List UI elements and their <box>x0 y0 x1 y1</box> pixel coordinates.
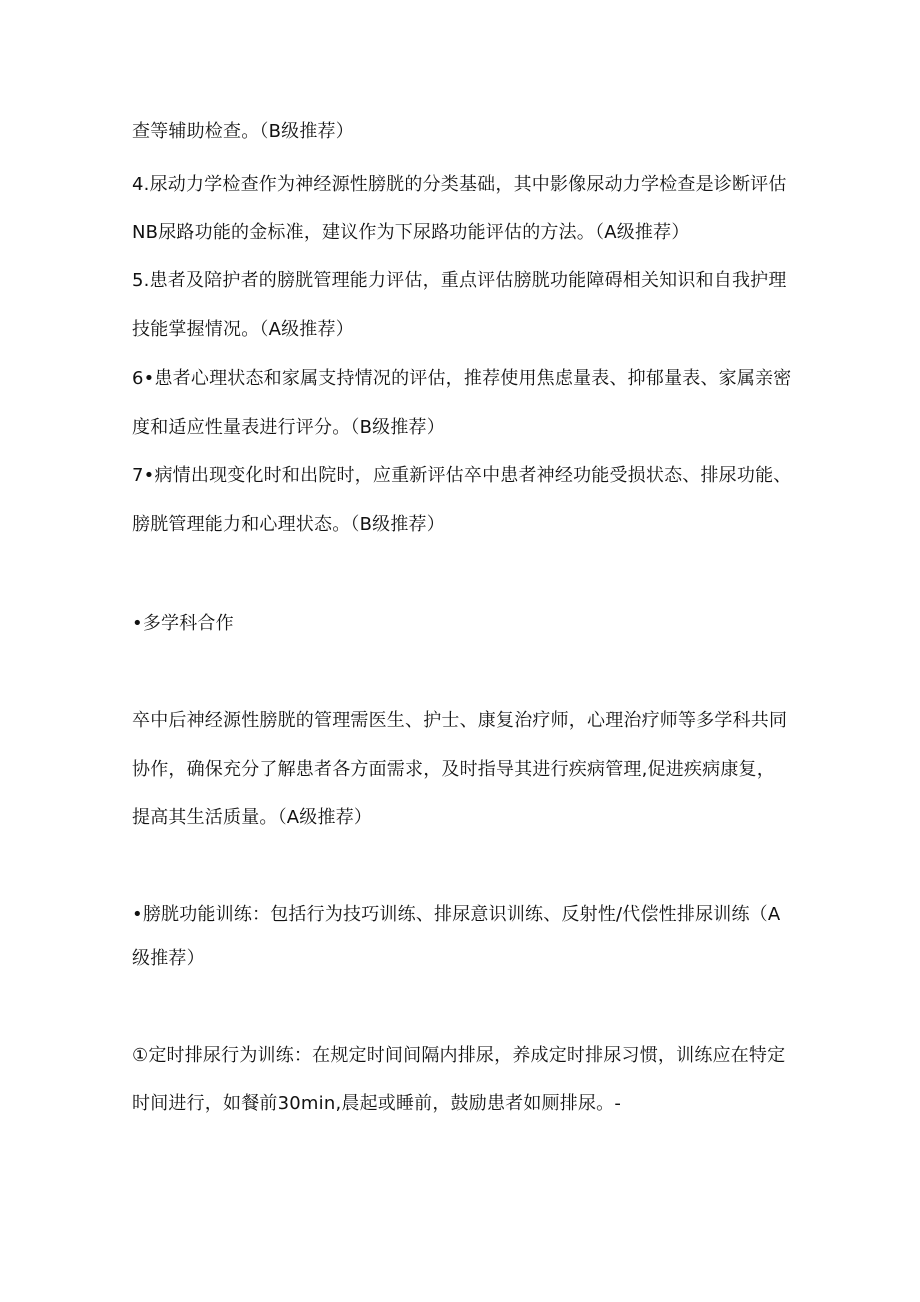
text-line: 查等辅助检查。（B级推荐） <box>132 121 354 142</box>
text-line: •膀胱功能训练：包括行为技巧训练、排尿意识训练、反射性/代偿性排尿训练（A <box>132 904 781 925</box>
text-line: 5.患者及陪护者的膀胱管理能力评估，重点评估膀胱功能障碍相关知识和自我护理 <box>132 270 787 291</box>
section-heading: •多学科合作 <box>132 613 234 634</box>
text-line: 4.尿动力学检查作为神经源性膀胱的分类基础，其中影像尿动力学检查是诊断评估 <box>132 174 787 195</box>
text-line: 协作，确保充分了解患者各方面需求，及时指导其进行疾病管理,促进疾病康复， <box>132 759 775 780</box>
text-line: NB尿路功能的金标准，建议作为下尿路功能评估的方法。（A级推荐） <box>132 222 690 243</box>
text-line: 卒中后神经源性膀胱的管理需医生、护士、康复治疗师，心理治疗师等多学科共同 <box>132 710 788 731</box>
text-line: 时间进行，如餐前30min,晨起或睡前，鼓励患者如厕排尿。- <box>132 1093 622 1114</box>
text-line: ①定时排尿行为训练：在规定时间间隔内排尿，养成定时排尿习惯，训练应在特定 <box>132 1045 786 1066</box>
text-line: 级推荐） <box>132 948 205 969</box>
text-line: 技能掌握情况。（A级推荐） <box>132 319 354 340</box>
text-line: 提高其生活质量。（A级推荐） <box>132 807 373 828</box>
text-line: 膀胱管理能力和心理状态。（B级推荐） <box>132 514 445 535</box>
text-line: 6•患者心理状态和家属支持情况的评估，推荐使用焦虑量表、抑郁量表、家属亲密 <box>132 368 792 389</box>
text-line: 度和适应性量表进行评分。（B级推荐） <box>132 417 445 438</box>
text-line: 7•病情出现变化时和出院时，应重新评估卒中患者神经功能受损状态、排尿功能、 <box>132 465 792 486</box>
